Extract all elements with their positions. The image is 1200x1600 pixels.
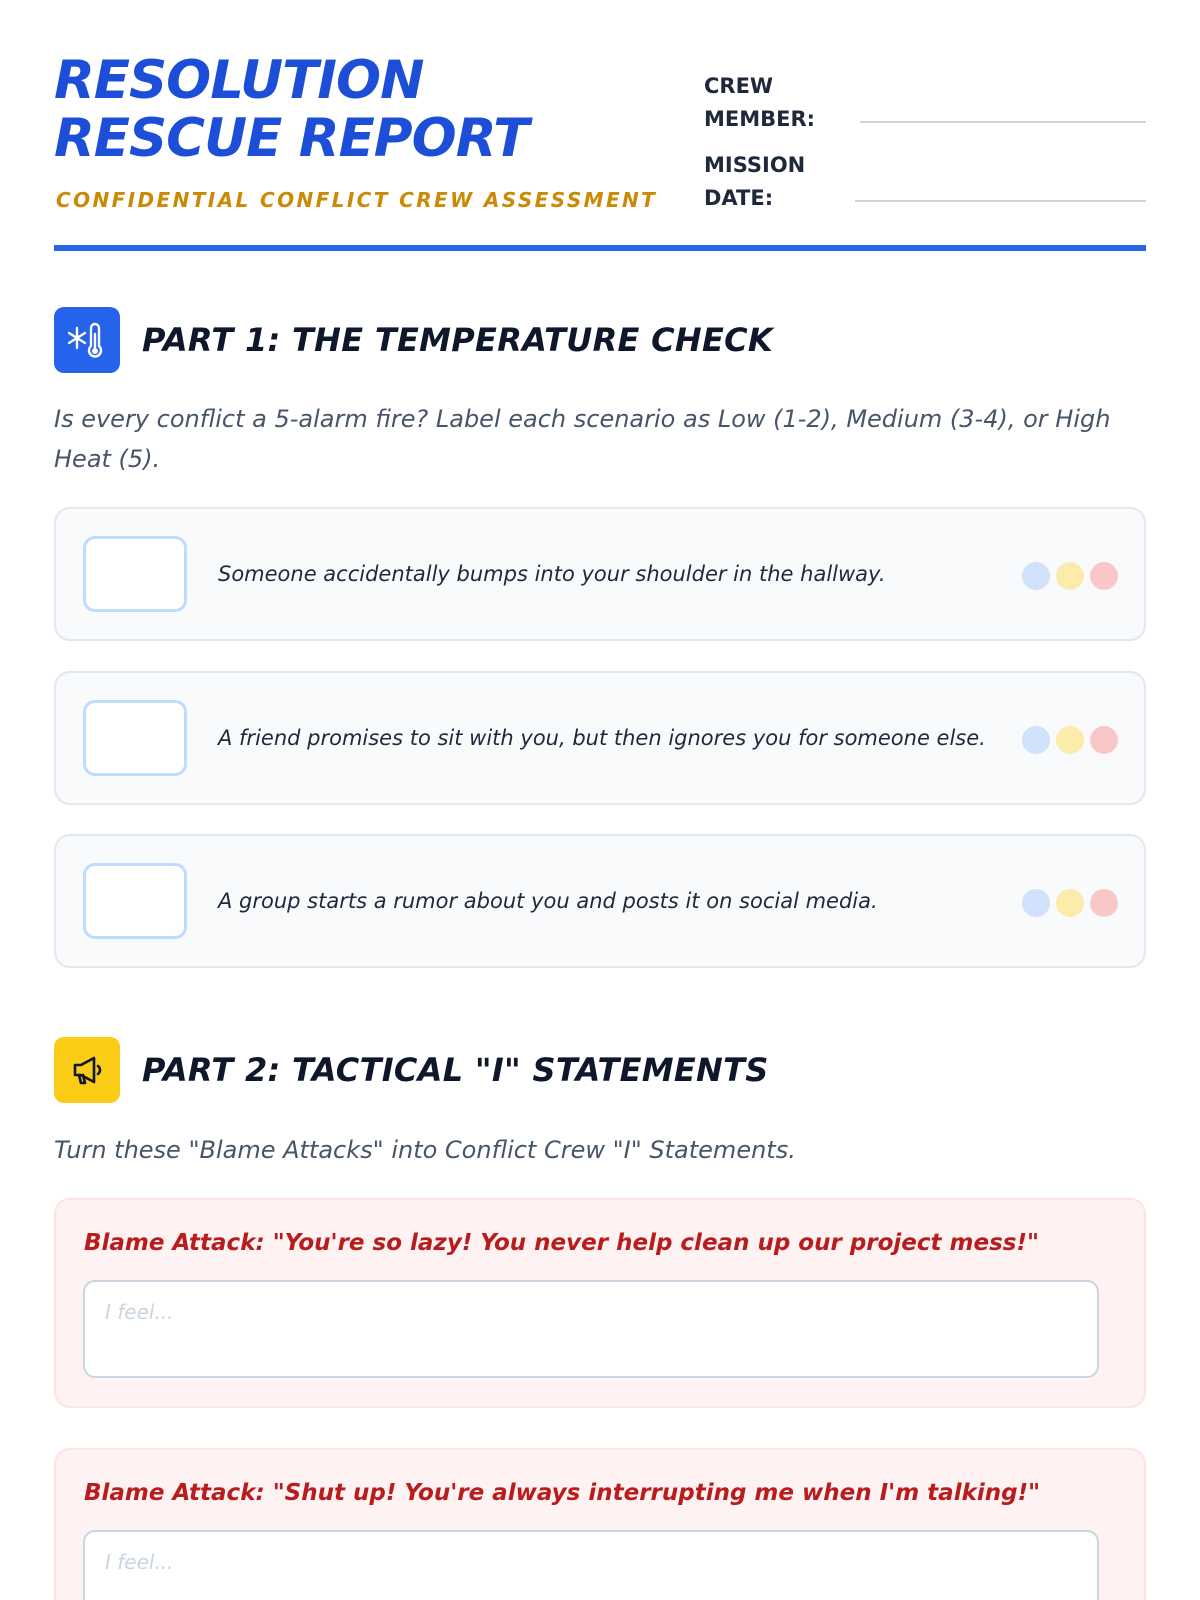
part1-title: PART 1: THE TEMPERATURE CHECK (142, 321, 774, 359)
scenario-text: A friend promises to sit with you, but then ignores you for someone else. (218, 726, 986, 750)
i-statement-input[interactable] (83, 1280, 1099, 1378)
part2-instructions: Turn these "Blame Attacks" into Conflict Crew "I" Statements. (54, 1136, 796, 1164)
report-subtitle: CONFIDENTIAL CONFLICT CREW ASSESSMENT (56, 188, 658, 212)
part1-heading (54, 307, 773, 373)
mission-date-field[interactable] (855, 200, 1146, 202)
low-heat-dot (1022, 726, 1050, 754)
high-heat-dot (1090, 889, 1118, 917)
heat-level-dots (1022, 889, 1118, 917)
medium-heat-dot (1056, 726, 1084, 754)
scenario-text: Someone accidentally bumps into your shoulder in the hallway. (218, 562, 886, 586)
heat-rating-input[interactable] (83, 536, 187, 612)
part1-instructions: Is every conflict a 5-alarm fire? Label each scenario as Low (1-2), Medium (3-4), or High Heat (5). (54, 405, 1111, 473)
mission-date-label: MISSION DATE: (704, 153, 806, 210)
crew-member-field[interactable] (860, 121, 1146, 123)
blame-attack-label: Blame Attack: "Shut up! You're always interrupting me when I'm talking!" (84, 1480, 1041, 1506)
blame-attack-card (54, 1448, 1146, 1600)
blame-attack-label: Blame Attack: "You're so lazy! You never help clean up our project mess!" (84, 1230, 1039, 1256)
part2-title: PART 2: TACTICAL "I" STATEMENTS (142, 1051, 769, 1089)
scenario-card (54, 507, 1146, 641)
blame-attack-card (54, 1198, 1146, 1408)
high-heat-dot (1090, 726, 1118, 754)
i-statement-input[interactable] (83, 1530, 1099, 1600)
header-divider (54, 245, 1146, 251)
part2-heading (54, 1037, 769, 1103)
heat-level-dots (1022, 562, 1118, 590)
high-heat-dot (1090, 562, 1118, 590)
heat-level-dots (1022, 726, 1118, 754)
megaphone-icon (54, 1037, 120, 1103)
heat-rating-input[interactable] (83, 863, 187, 939)
heat-rating-input[interactable] (83, 700, 187, 776)
medium-heat-dot (1056, 562, 1084, 590)
thermometer-snowflake-icon (54, 307, 120, 373)
low-heat-dot (1022, 889, 1050, 917)
report-header (54, 0, 1146, 254)
scenario-text: A group starts a rumor about you and posts it on social media. (218, 889, 878, 913)
scenario-card (54, 834, 1146, 968)
crew-member-label: CREW MEMBER: (704, 74, 816, 131)
scenario-card (54, 671, 1146, 805)
low-heat-dot (1022, 562, 1050, 590)
medium-heat-dot (1056, 889, 1084, 917)
report-title: RESOLUTION RESCUE REPORT (54, 50, 529, 169)
